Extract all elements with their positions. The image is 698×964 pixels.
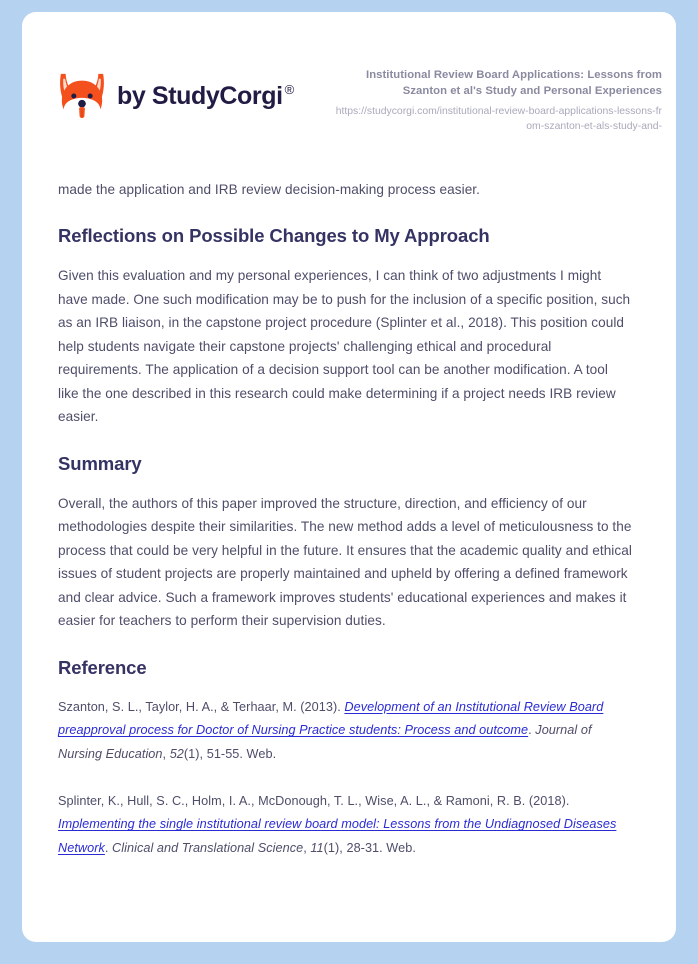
reference-title-link[interactable]: Implementing the single institutional review board model: Lessons from the Undiagnosed Diseases Network bbox=[58, 817, 617, 855]
reference-volume: 52 bbox=[169, 747, 184, 762]
header-meta bbox=[330, 65, 662, 135]
reference-title-link[interactable]: Development of an Institutional Review Board preapproval process for Doctor of Nursing Practice students: Process and outcome bbox=[58, 699, 604, 738]
reference-journal: Clinical and Translational Science bbox=[112, 840, 304, 855]
studycorgi-brand[interactable] bbox=[58, 65, 294, 121]
reference-separator: . bbox=[104, 840, 113, 855]
reference-journal: Journal of Nursing Education bbox=[58, 723, 592, 762]
brand-wordmark-text: by StudyCorgi bbox=[117, 81, 283, 110]
document-header bbox=[22, 12, 676, 135]
reference-authors-year: Splinter, K., Hull, S. C., Holm, I. A., McDonough, T. L., Wise, A. L., & Ramoni, R. B. (2018). bbox=[58, 793, 570, 808]
section-heading-reflections: Reflections on Possible Changes to My Approach bbox=[58, 225, 490, 247]
reference-authors-year: Szanton, S. L., Taylor, H. A., & Terhaar, M. (2013). bbox=[58, 699, 345, 714]
intro-paragraph: made the application and IRB review decision-making process easier. bbox=[58, 181, 480, 197]
reference-volume: 11 bbox=[310, 840, 324, 855]
registered-trademark-icon: ® bbox=[284, 82, 294, 98]
section-heading-summary: Summary bbox=[58, 452, 142, 474]
document-page-card bbox=[22, 12, 676, 942]
reference-entry bbox=[58, 696, 632, 767]
document-source-url: https://studycorgi.com/institutional-review-board-applications-lessons-from-szanton-et-als-study-and- bbox=[335, 106, 662, 132]
reference-entry bbox=[58, 790, 632, 861]
document-body bbox=[22, 178, 676, 861]
reference-issue-pages: (1), 51-55. Web. bbox=[183, 747, 277, 762]
corgi-dog-icon bbox=[58, 71, 106, 121]
document-title: Institutional Review Board Applications: Lessons from Szanton et al's Study and Personal Experiences bbox=[366, 69, 662, 98]
section-heading-reference: Reference bbox=[58, 656, 147, 678]
reference-separator: . bbox=[528, 723, 536, 738]
reference-issue-pages: (1), 28-31. Web. bbox=[323, 840, 416, 855]
reference-comma: , bbox=[303, 840, 311, 855]
section-paragraph-summary: Overall, the authors of this paper improved the structure, direction, and efficiency of our methodologies despite their similarities. The new method adds a level of meticulousness to the process that could be very helpful in the future. It ensures that the academic quality and ethical issues of student projects are properly maintained and upheld by offering a defined framework and clear advice. Such a framework improves students' educational experiences and makes it easier for teachers to perform their supervision duties. bbox=[58, 495, 632, 629]
brand-wordmark bbox=[117, 82, 294, 111]
reference-comma: , bbox=[162, 747, 170, 762]
section-paragraph-reflections: Given this evaluation and my personal experiences, I can think of two adjustments I might have made. One such modification may be to push for the inclusion of a specific position, such as an IRB liaison, in the capstone project procedure (Splinter et al., 2018). This position could help students navigate their capstone projects' challenging ethical and procedural requirements. The application of a decision support tool can be another modification. A tool like the one described in this research could make determining if a project needs IRB review easier. bbox=[58, 268, 631, 425]
